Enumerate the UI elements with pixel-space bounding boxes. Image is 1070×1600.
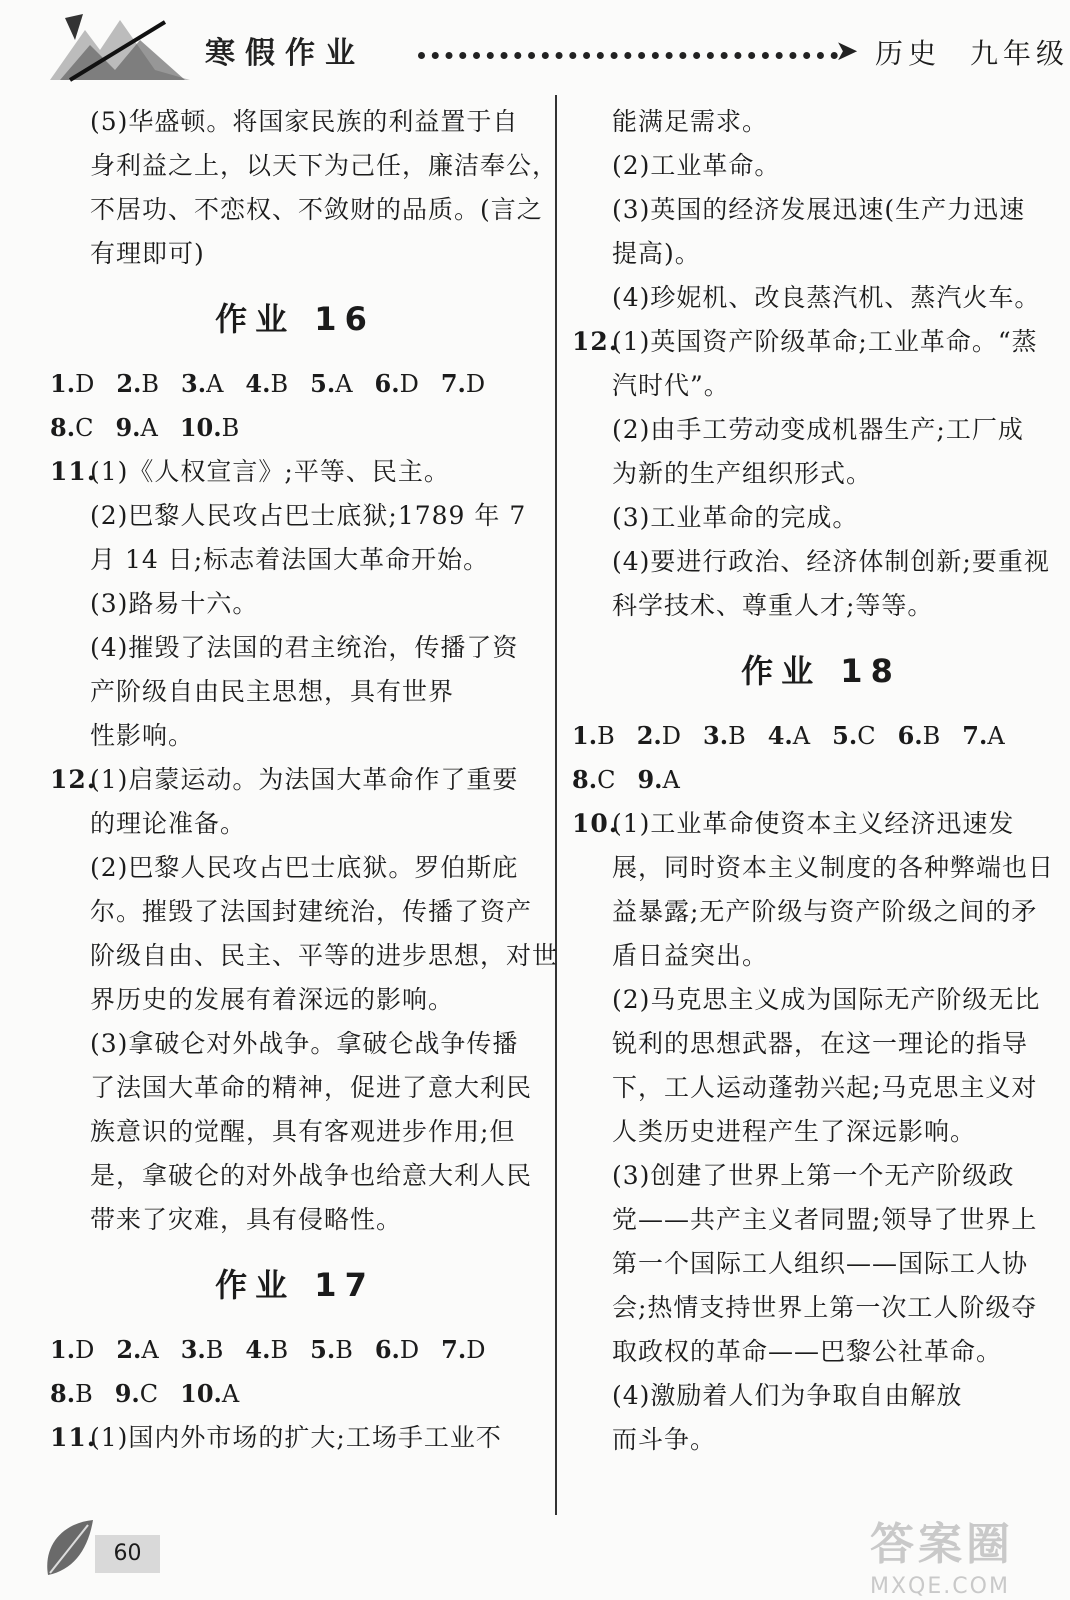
question-number: 6. <box>374 1335 400 1364</box>
answer-item <box>441 370 485 398</box>
answer-letter: A <box>335 370 353 398</box>
question-number: 3. <box>181 369 207 398</box>
header-grade: 九年级 <box>970 37 1070 70</box>
answer-text: 的理论准备。 <box>90 809 247 838</box>
answer-letter: A <box>221 1380 240 1408</box>
question-number: 2. <box>116 369 142 398</box>
answer-item <box>115 1380 158 1408</box>
answer-letter: A <box>792 722 811 750</box>
answer-text: 第一个国际工人组织——国际工人协 <box>612 1249 1029 1278</box>
watermark-logo-text: 答案圈 <box>870 1519 1014 1570</box>
answer-text: (3)英国的经济发展迅速(生产力迅速 <box>612 195 1026 224</box>
column-divider <box>555 95 557 1515</box>
header-dotted-line <box>418 52 838 59</box>
question-number: 6. <box>374 369 400 398</box>
answer-text: 提高)。 <box>612 239 701 268</box>
answer-text: (1)工业革命使资本主义经济迅速发 <box>612 809 1015 838</box>
answer-line <box>572 934 1070 978</box>
question-number: 1. <box>50 369 76 398</box>
answer-line <box>50 1416 540 1460</box>
question-number: 12. <box>572 327 619 356</box>
answer-item <box>441 1336 485 1364</box>
answer-line <box>50 1198 540 1242</box>
answer-text: 为新的生产组织形式。 <box>612 459 873 488</box>
answer-line <box>572 1198 1070 1242</box>
question-number: 7. <box>962 721 988 750</box>
answer-line <box>50 1066 540 1110</box>
answer-item <box>245 1336 288 1364</box>
answer-text: (1)《人权宣言》;平等、民主。 <box>90 457 450 486</box>
answer-text: (5)华盛顿。将国家民族的利益置于自 <box>90 107 519 136</box>
answer-text: 尔。摧毁了法国封建统治，传播了资产 <box>90 897 533 926</box>
answer-text: (3)工业革命的完成。 <box>612 503 859 532</box>
answer-item <box>115 414 157 442</box>
answer-text: (4)要进行政治、经济体制创新;要重视 <box>612 547 1050 576</box>
answer-line <box>50 538 540 582</box>
answer-item <box>245 370 288 398</box>
answer-text: (1)启蒙运动。为法国大革命作了重要 <box>90 765 519 794</box>
question-number: 6. <box>897 721 923 750</box>
answer-letter: D <box>75 1336 95 1364</box>
answer-line <box>50 1110 540 1154</box>
answer-text: (3)拿破仑对外战争。拿破仑战争传播 <box>90 1029 519 1058</box>
answer-line <box>572 1330 1070 1374</box>
question-number: 3. <box>180 1335 206 1364</box>
answer-line <box>572 1066 1070 1110</box>
answer-row <box>50 362 540 406</box>
answer-text: 益暴露;无产阶级与资产阶级之间的矛 <box>612 897 1038 926</box>
answer-text: (2)巴黎人民攻占巴士底狱。罗伯斯庇 <box>90 853 519 882</box>
answer-row <box>50 406 540 450</box>
answer-line <box>572 320 1070 364</box>
answer-text: 取政权的革命——巴黎公社革命。 <box>612 1337 1003 1366</box>
answer-text: 月 14 日;标志着法国大革命开始。 <box>90 545 490 574</box>
answer-letter: B <box>221 414 240 442</box>
answer-item <box>116 1336 158 1364</box>
answer-text: (4)激励着人们为争取自由解放 <box>612 1381 963 1410</box>
answer-text: 带来了灾难，具有侵略性。 <box>90 1205 403 1234</box>
question-number: 7. <box>440 369 466 398</box>
question-number: 8. <box>50 413 76 442</box>
answer-item <box>50 1336 94 1364</box>
left-column <box>50 100 559 1460</box>
answer-line <box>572 100 1070 144</box>
answer-text: 科学技术、尊重人才;等等。 <box>612 591 934 620</box>
answer-text: 界历史的发展有着深远的影响。 <box>90 985 455 1014</box>
question-number: 10. <box>179 413 222 442</box>
answer-text: (2)工业革命。 <box>612 151 781 180</box>
answer-item <box>637 722 681 750</box>
answer-text: 有理即可) <box>90 239 205 268</box>
answer-text: 身利益之上，以天下为己任，廉洁奉公， <box>90 151 559 180</box>
answer-text: (2)由手工劳动变成机器生产;工厂成 <box>612 415 1024 444</box>
answer-item <box>572 766 615 794</box>
header-title: 寒假作业 <box>205 36 365 71</box>
answer-line <box>50 802 540 846</box>
question-number: 1. <box>50 1335 76 1364</box>
question-number: 10. <box>572 809 619 838</box>
answer-letter: B <box>728 722 746 750</box>
question-number: 8. <box>50 1379 76 1408</box>
answer-line <box>50 846 540 890</box>
answer-letter: B <box>270 370 289 398</box>
answer-line <box>50 1022 540 1066</box>
question-number: 10. <box>180 1379 222 1408</box>
mountain-logo-icon <box>45 10 195 85</box>
section-heading: 作业 17 <box>215 1266 375 1304</box>
question-number: 5. <box>832 721 858 750</box>
section-heading: 作业 18 <box>741 652 901 690</box>
answer-line <box>50 978 540 1022</box>
answer-line <box>50 626 540 670</box>
answer-line <box>50 890 540 934</box>
page-header <box>0 0 1070 95</box>
answer-letter: B <box>922 722 941 750</box>
answer-letter: C <box>139 1380 159 1408</box>
answer-line <box>572 802 1070 846</box>
answer-text: 锐利的思想武器，在这一理论的指导 <box>612 1029 1029 1058</box>
answer-letter: B <box>335 1336 353 1364</box>
question-number: 5. <box>310 369 336 398</box>
answer-letter: D <box>75 370 95 398</box>
answer-letter: A <box>662 766 680 794</box>
answer-letter: C <box>75 414 94 442</box>
answer-text: 人类历史进程产生了深远影响。 <box>612 1117 977 1146</box>
answer-line <box>572 232 1070 276</box>
answer-letter: B <box>75 1380 93 1408</box>
answer-text: 阶级自由、民主、平等的进步思想，对世 <box>90 941 559 970</box>
answer-item <box>50 1380 93 1408</box>
answer-item <box>180 414 239 442</box>
answer-item <box>768 722 810 750</box>
answer-line <box>50 934 559 978</box>
answer-line <box>572 364 1070 408</box>
answer-letter: D <box>399 1336 420 1364</box>
answer-line <box>50 144 559 188</box>
answer-line <box>572 188 1070 232</box>
answer-text: 产阶级自由民主思想，具有世界 <box>90 677 455 706</box>
header-subject: 历史 <box>875 37 942 70</box>
answer-item <box>310 1336 353 1364</box>
answer-line <box>50 232 540 276</box>
answer-letter: C <box>597 766 616 794</box>
question-number: 4. <box>245 369 271 398</box>
answer-row <box>572 714 1070 758</box>
answer-line <box>572 1022 1070 1066</box>
answer-text: 下，工人运动蓬勃兴起;马克思主义对 <box>612 1073 1038 1102</box>
answer-text: 展，同时资本主义制度的各种弊端也日 <box>612 853 1055 882</box>
question-number: 8. <box>572 765 598 794</box>
answer-item <box>310 370 352 398</box>
answer-row <box>50 1328 540 1372</box>
answer-line <box>572 1110 1070 1154</box>
answer-line <box>50 100 540 144</box>
answer-text: 性影响。 <box>90 721 195 750</box>
answer-text: (3)路易十六。 <box>90 589 259 618</box>
answer-line <box>572 496 1070 540</box>
answer-text: (1)英国资产阶级革命;工业革命。“蒸 <box>612 327 1038 356</box>
answer-line <box>572 1286 1070 1330</box>
question-number: 11. <box>50 1423 97 1452</box>
answer-text: 了法国大革命的精神，促进了意大利民 <box>90 1073 533 1102</box>
answer-text: 党——共产主义者同盟;领导了世界上 <box>612 1205 1038 1234</box>
answer-item <box>375 1336 419 1364</box>
answer-item <box>50 414 93 442</box>
answer-line <box>50 670 540 714</box>
answer-line <box>50 188 543 232</box>
watermark-url: MXQE.COM <box>870 1574 1010 1599</box>
answer-line <box>50 450 540 494</box>
question-number: 12. <box>50 765 97 794</box>
question-number: 11. <box>50 457 97 486</box>
answer-text: 汽时代”。 <box>612 371 730 400</box>
answer-item <box>898 722 941 750</box>
answer-text: (2)马克思主义成为国际无产阶级无比 <box>612 985 1041 1014</box>
answer-letter: B <box>205 1336 224 1364</box>
arrow-icon: ➤ <box>835 34 859 67</box>
page-number: 60 <box>95 1535 160 1573</box>
answer-text: 不居功、不恋权、不敛财的品质。(言之 <box>90 195 543 224</box>
answer-line <box>572 1374 1070 1418</box>
answer-line <box>572 452 1070 496</box>
answer-item <box>637 766 679 794</box>
question-number: 9. <box>115 413 141 442</box>
answer-text: (3)创建了世界上第一个无产阶级政 <box>612 1161 1015 1190</box>
answer-text: (4)珍妮机、改良蒸汽机、蒸汽火车。 <box>612 283 1041 312</box>
answer-text: (2)巴黎人民攻占巴士底狱;1789 年 7 <box>90 501 527 530</box>
answer-line <box>572 1418 1070 1462</box>
answer-item <box>832 722 875 750</box>
answer-letter: D <box>661 722 682 750</box>
question-number: 9. <box>114 1379 140 1408</box>
answer-line <box>50 758 540 802</box>
answer-item <box>181 1336 224 1364</box>
answer-letter: D <box>466 1336 486 1364</box>
answer-text: 族意识的觉醒，具有客观进步作用;但 <box>90 1117 516 1146</box>
answer-letter: A <box>206 370 224 398</box>
question-number: 1. <box>572 721 598 750</box>
answer-line <box>572 1242 1070 1286</box>
answer-letter: A <box>140 414 158 442</box>
answer-line <box>572 408 1070 452</box>
answer-row <box>572 758 1070 802</box>
answer-text: 盾日益突出。 <box>612 941 769 970</box>
answer-text: 会;热情支持世界上第一次工人阶级夺 <box>612 1293 1038 1322</box>
answer-line <box>50 494 540 538</box>
answer-line <box>572 276 1070 320</box>
answer-row <box>50 1372 540 1416</box>
answer-text: 能满足需求。 <box>612 107 769 136</box>
answer-line <box>572 540 1070 584</box>
answer-line <box>50 714 540 758</box>
question-number: 9. <box>637 765 663 794</box>
answer-text: 是，拿破仑的对外战争也给意大利人民 <box>90 1161 533 1190</box>
answer-letter: D <box>465 370 486 398</box>
answer-line <box>50 582 540 626</box>
answer-item <box>180 1380 239 1408</box>
answer-line <box>572 584 1070 628</box>
answer-line <box>572 144 1070 188</box>
question-number: 5. <box>310 1335 336 1364</box>
section-heading: 作业 16 <box>215 300 375 338</box>
answer-letter: B <box>141 370 160 398</box>
answer-letter: B <box>270 1336 289 1364</box>
answer-item <box>181 370 223 398</box>
answer-letter: A <box>987 722 1005 750</box>
answer-line <box>572 978 1070 1022</box>
answer-letter: C <box>857 722 876 750</box>
question-number: 7. <box>441 1335 467 1364</box>
right-column <box>572 100 1070 1462</box>
answer-letter: B <box>597 722 615 750</box>
answer-item <box>50 370 94 398</box>
question-number: 2. <box>116 1335 142 1364</box>
answer-item <box>116 370 159 398</box>
answer-text: (4)摧毁了法国的君主统治，传播了资 <box>90 633 519 662</box>
answer-item <box>703 722 746 750</box>
answer-line <box>50 1154 540 1198</box>
answer-text: 而斗争。 <box>612 1425 717 1454</box>
watermark <box>870 1508 1014 1599</box>
question-number: 4. <box>767 721 793 750</box>
answer-item <box>962 722 1004 750</box>
answer-letter: D <box>399 370 419 398</box>
question-number: 3. <box>703 721 729 750</box>
answer-item <box>572 722 615 750</box>
question-number: 2. <box>636 721 662 750</box>
question-number: 4. <box>245 1335 271 1364</box>
answer-line <box>572 846 1070 890</box>
answer-line <box>572 890 1070 934</box>
answer-line <box>572 1154 1070 1198</box>
answer-letter: A <box>141 1336 159 1364</box>
answer-item <box>375 370 419 398</box>
answer-text: (1)国内外市场的扩大;工场手工业不 <box>90 1423 502 1452</box>
